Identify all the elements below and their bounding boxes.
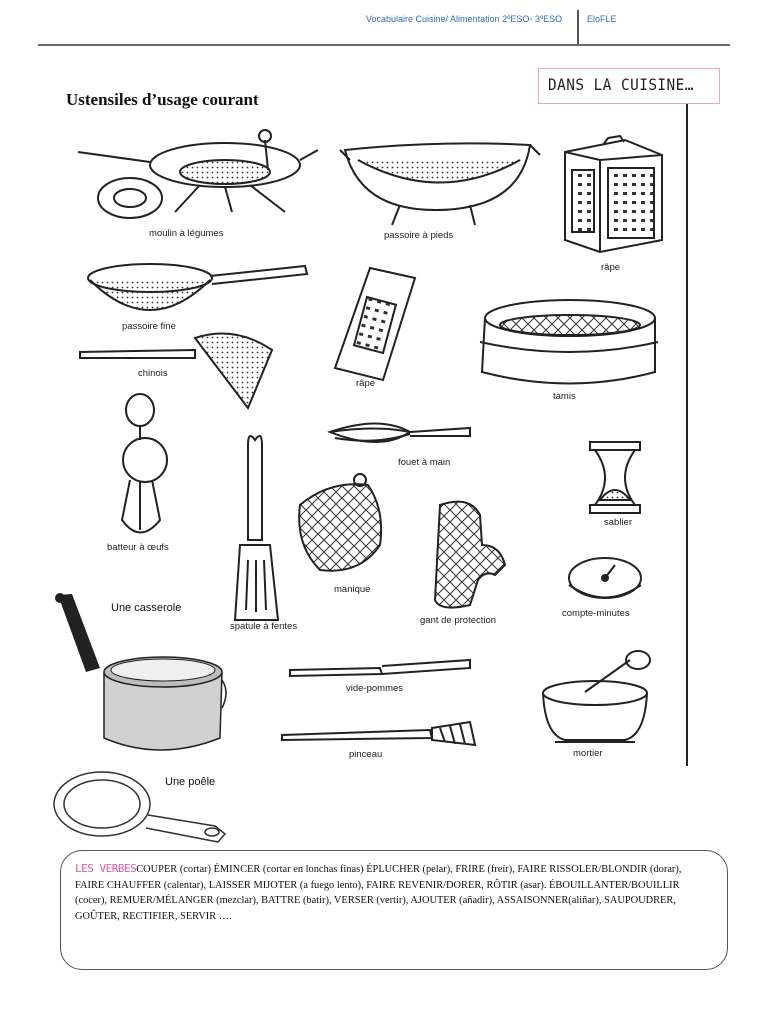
header-brand: EloFLE bbox=[587, 14, 617, 24]
passoire-fine-icon bbox=[88, 264, 307, 310]
moulin-icon bbox=[78, 130, 318, 218]
passoire-pieds-icon bbox=[340, 143, 540, 225]
spatula-icon bbox=[235, 436, 278, 620]
label-tamis: tamis bbox=[553, 391, 576, 402]
label-vide-pommes: vide-pommes bbox=[346, 683, 404, 694]
saucepan-icon bbox=[55, 593, 226, 750]
box-grater-icon bbox=[565, 136, 662, 252]
oven-mitt-icon bbox=[435, 502, 505, 608]
egg-beater-icon bbox=[122, 394, 167, 533]
label-fouet: fouet à main bbox=[398, 457, 451, 468]
label-poele: Une poêle bbox=[165, 776, 216, 788]
flat-grater-icon bbox=[335, 268, 415, 380]
verbs-paragraph bbox=[75, 861, 713, 924]
sheet-title: Ustensiles d’usage courant bbox=[66, 90, 259, 109]
label-gant: gant de protection bbox=[420, 615, 497, 626]
mortar-icon bbox=[543, 651, 650, 742]
verbs-heading: LES VERBES bbox=[75, 862, 137, 875]
verbs-text: COUPER (cortar) ÉMINCER (cortar en lonchas finas) ÉPLUCHER (pelar), FRIRE (freír), FAIRE RISSOLER/BLONDIR (dorar), FAIRE CHAUFFER (calentar), LAISSER MIJOTER (a fuego lento), FAIRE REVENIR/DORER, RÔTIR (asar). ÉBOUILLANTER/BOUILLIR (cocer), REMUER/MÉLANGER (mezclar), BATTRE (batir), VERSER (vertir), AJOUTER (añadir), ASSAISONNER(aliñar), SAUPOUDRER, GOÛTER, RECTIFIER, SERVIR …. bbox=[75, 864, 682, 922]
pastry-brush-icon bbox=[282, 722, 475, 745]
label-sablier: sablier bbox=[604, 517, 632, 528]
header-course: Vocabulaire Cuisine/ Alimentation 2ºESO- 3ºESO bbox=[366, 14, 563, 24]
label-mortier: mortier bbox=[573, 748, 603, 759]
label-rape-1: râpe bbox=[601, 262, 621, 273]
tamis-icon bbox=[480, 300, 658, 384]
verbs-box bbox=[60, 850, 728, 970]
label-passoire-pieds: passoire à pieds bbox=[384, 230, 454, 241]
label-chinois: chinois bbox=[138, 368, 168, 379]
label-batteur: batteur à œufs bbox=[107, 542, 169, 553]
label-passoire-fine: passoire fine bbox=[122, 321, 176, 332]
callout-text: DANS LA CUISINE… bbox=[548, 75, 694, 94]
label-moulin: moulin à légumes bbox=[149, 228, 224, 239]
chinois-icon bbox=[80, 334, 272, 408]
apple-corer-icon bbox=[290, 660, 470, 676]
label-casserole: Une casserole bbox=[111, 602, 182, 614]
whisk-icon bbox=[330, 424, 470, 443]
label-manique: manique bbox=[334, 584, 371, 595]
label-pinceau: pinceau bbox=[349, 749, 383, 760]
hourglass-icon bbox=[590, 442, 640, 513]
potholder-icon bbox=[299, 474, 381, 571]
label-rape-2: râpe bbox=[356, 378, 376, 389]
label-compte-minutes: compte-minutes bbox=[562, 608, 630, 619]
label-spatule: spatule à fentes bbox=[230, 621, 298, 632]
timer-icon bbox=[569, 558, 641, 598]
